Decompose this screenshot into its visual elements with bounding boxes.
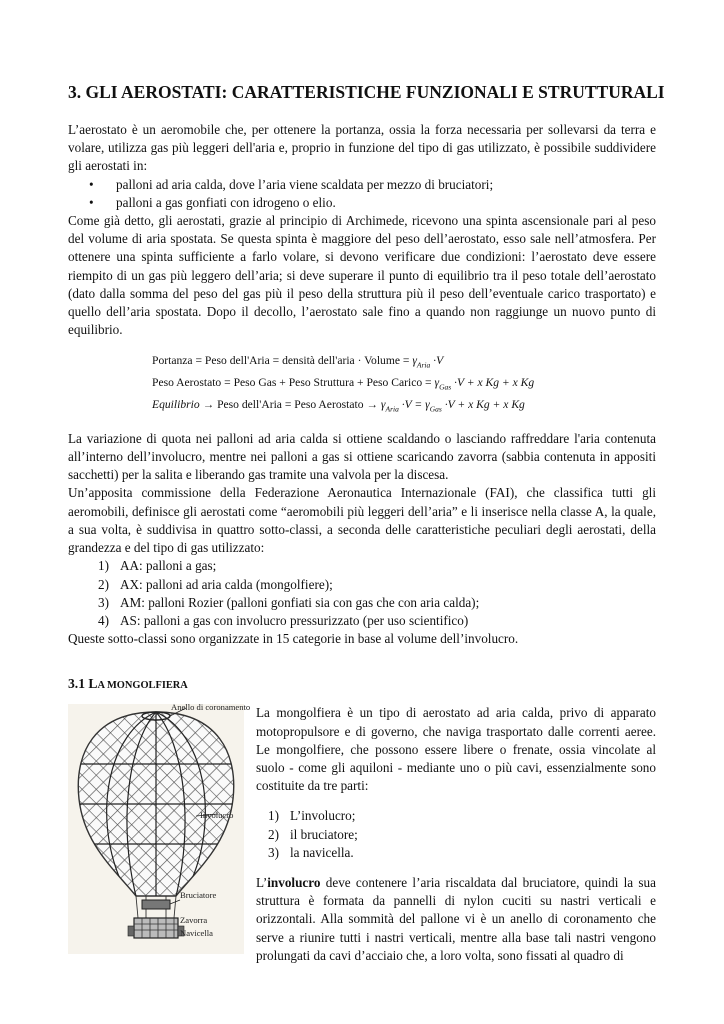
label-anello: Anello di coronamento bbox=[171, 702, 251, 713]
balloon-illustration bbox=[68, 704, 244, 954]
variazione-paragraph: La variazione di quota nei palloni ad aria calda si ottiene scaldando o lasciando raffreddare l'aria contenuta all’interno dell’involucro, mentre nei palloni a gas si ottiene scaricando zavorra (sabbia contenuta in appositi sacchetti) per la salita e liberando gas tramite una valvola per la discesa. bbox=[68, 430, 656, 483]
list-item: 1) L’involucro; bbox=[268, 808, 356, 824]
list-item: • palloni a gas gonfiati con idrogeno o elio. bbox=[116, 194, 656, 212]
list-item: 2) AX: palloni ad aria calda (mongolfiere); bbox=[98, 576, 333, 592]
list-item: 1) AA: palloni a gas; bbox=[98, 558, 217, 574]
categorie-paragraph: Queste sotto-classi sono organizzate in 15 categorie in base al volume dell’involucro. bbox=[68, 631, 519, 647]
list-item: 3) AM: palloni Rozier (palloni gonfiati sia con gas che con aria calda); bbox=[98, 594, 480, 610]
list-item: 4) AS: palloni a gas con involucro pressurizzato (per uso scientifico) bbox=[98, 612, 469, 628]
section-heading: 3.1 LA MONGOLFIERA bbox=[68, 676, 188, 692]
fai-paragraph: Un’apposita commissione della Federazione Aeronautica Internazionale (FAI), che classifica tutti gli aeromobili, definisce gli aerostati come “aeromobili più leggeri dell’aria” e li inserisce nella classe A, la quale, a sua volta, è suddivisa in quattro sotto-classi, a seconda delle caratteristiche peculiari degli aerostati, della grandezza e del tipo di gas utilizzato: bbox=[68, 485, 656, 556]
label-navicella: Navicella bbox=[180, 928, 213, 939]
intro-paragraph: L’aerostato è un aeromobile che, per ottenere la portanza, ossia la forza necessaria per sollevarsi da terra e volare, utilizza gas più leggeri dell'aria e, proprio in funzione del tipo di gas utilizzato, è possibile suddividere gli aerostati in: bbox=[68, 122, 656, 174]
list-item: 3) la navicella. bbox=[268, 844, 354, 860]
formula-block bbox=[152, 352, 656, 417]
formula-portanza: Portanza = Peso dell'Aria = densità dell'aria · Volume = $\gamma_{Aria} \cdot V$ bbox=[152, 354, 444, 370]
types-list bbox=[68, 176, 656, 212]
document-page bbox=[68, 82, 665, 965]
mongolfiera-section bbox=[68, 704, 656, 965]
formula-equilibrio: Equilibrio → Peso dell'Aria = Peso Aerostato → $\gamma_{Aria} \cdot V = \gamma_{Gas} \cdot V + x$ Kg + x Kg bbox=[152, 398, 525, 414]
label-involucro: Involucro bbox=[200, 810, 234, 821]
archimede-paragraph: Come già detto, gli aerostati, grazie al principio di Archimede, ricevono una spinta ascensionale pari al peso del volume di aria spostata. Se questa spinta è maggiore del peso dell’aerostato, esso sale nell’atmosfera. Per ottenere una spinta sufficiente a farlo volare, si devono verificare due condizioni: l’aerostato deve essere riempito di un gas più leggero dell’aria; si deve superare il punto di equilibrio tra il peso totale dell’aerostato (dato dalla somma del peso del gas più il peso della struttura più il peso dell’eventuale carico trasportato) e quello dell’aria spostata. Dopo il decollo, l’aerostato sale fino a quando non raggiunge un nuovo punto di equilibrio. bbox=[68, 213, 656, 338]
mongolfiera-text bbox=[256, 704, 656, 965]
list-item: 2) il bruciatore; bbox=[268, 826, 358, 842]
parts-list bbox=[256, 807, 656, 862]
chapter-heading: 3. GLI AEROSTATI: CARATTERISTICHE FUNZIONALI E STRUTTURALI bbox=[68, 82, 665, 102]
formula-peso-aerostato: Peso Aerostato = Peso Gas + Peso Struttura + Peso Carico = $\gamma_{Gas} \cdot V + x$ Kg + x Kg bbox=[152, 376, 535, 392]
involucro-paragraph: L’involucro deve contenere l’aria riscaldata dal bruciatore, quindi la sua struttura è formata da pannelli di nylon cuciti su nastri verticali e orizzontali. Alla sommità del pallone vi è un anello di coronamento che serve a riunire tutti i nastri verticali, mentre alla base tali nastri vengono prolungati da cavi d’acciaio che, a loro volta, sono fissati al quadro di bbox=[256, 874, 656, 963]
balloon-figure bbox=[68, 702, 251, 954]
classes-list bbox=[68, 557, 656, 630]
label-zavorra: Zavorra bbox=[180, 915, 208, 926]
label-bruciatore: Bruciatore bbox=[180, 890, 217, 901]
list-item: • palloni ad aria calda, dove l’aria viene scaldata per mezzo di bruciatori; bbox=[116, 176, 656, 194]
mongolfiera-paragraph: La mongolfiera è un tipo di aerostato ad aria calda, privo di apparato motopropulsore e di governo, che naviga trasportato dalle correnti aeree. Le mongolfiere, che possono essere libere o frenate, ossia vincolate al suolo - come gli aquiloni - mediante uno o più cavi, essenzialmente sono costituite da tre parti: bbox=[256, 705, 656, 794]
